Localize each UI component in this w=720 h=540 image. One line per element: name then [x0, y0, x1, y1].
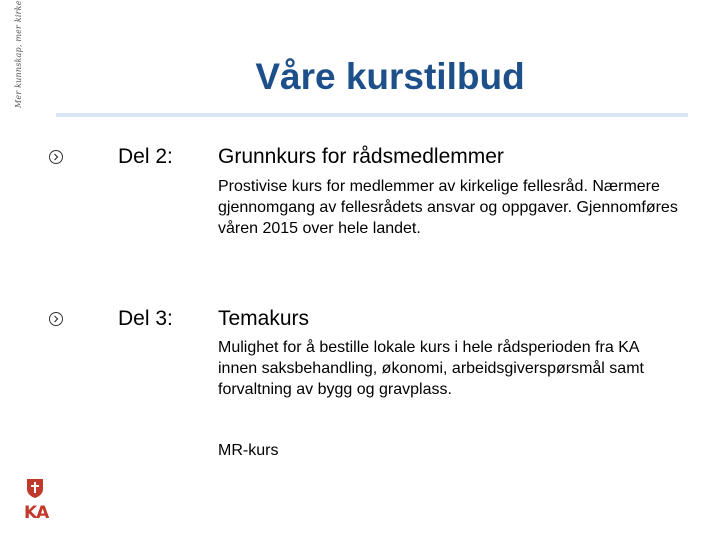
church-shield-icon	[26, 478, 44, 499]
circle-chevron-right-icon	[48, 311, 64, 327]
ka-logo: KA	[24, 503, 49, 523]
page-title: Våre kurstilbud	[255, 56, 525, 97]
item-heading-temakurs: Temakurs	[218, 307, 310, 330]
sidebar-tagline: Mer kunnskap, mer kirke	[14, 0, 23, 108]
circle-chevron-right-icon	[48, 149, 64, 165]
item-label-del3: Del 3:	[118, 307, 173, 330]
item-extra-mr-kurs: MR-kurs	[218, 442, 279, 459]
title-underline	[56, 113, 688, 117]
item-label-del2: Del 2:	[118, 145, 173, 168]
item-description-temakurs: Mulighet for å bestille lokale kurs i hele rådsperioden fra KA innen saksbehandling, økonomi, arbeidsgiverspørsmål samt forvaltning av bygg og gravplass.	[218, 339, 644, 398]
item-description-grunnkurs: Prostivise kurs for medlemmer av kirkelige fellesråd. Nærmere gjennomgang av fellesrådets ansvar og oppgaver. Gjennomføres våren 2015 over hele landet.	[218, 178, 678, 237]
item-heading-grunnkurs: Grunnkurs for rådsmedlemmer	[218, 145, 504, 168]
